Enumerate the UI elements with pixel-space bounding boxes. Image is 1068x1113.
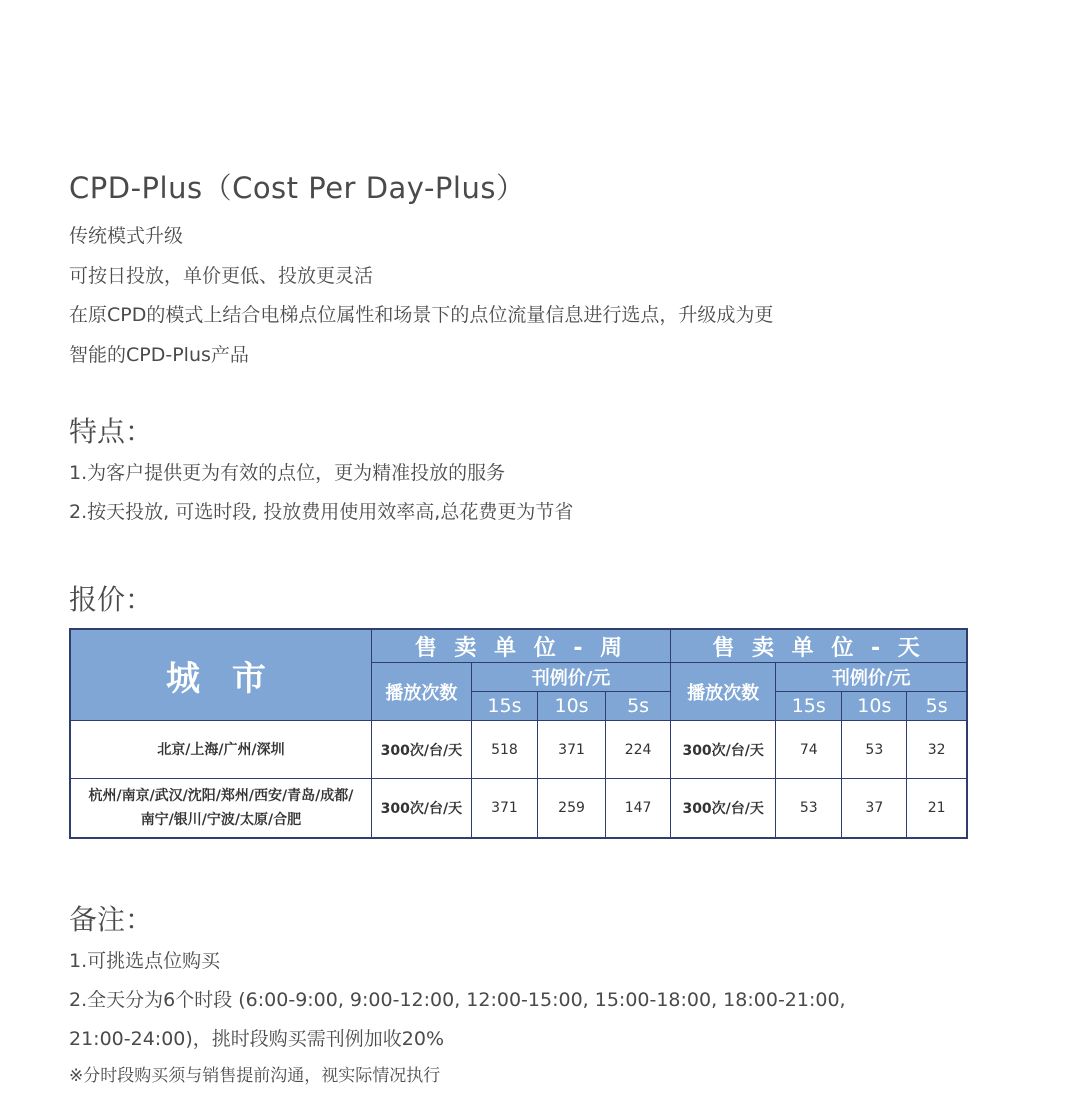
day-duration-5s: 5s <box>907 692 967 721</box>
day-duration-10s: 10s <box>842 692 907 721</box>
city-cell <box>70 779 371 839</box>
week-price-10s: 371 <box>538 721 606 779</box>
week-price-15s: 371 <box>471 779 537 839</box>
day-unit-header: 售 卖 单 位 - 天 <box>671 629 967 663</box>
feature-item-1: 1.为客户提供更为有效的点位，更为精准投放的服务 <box>69 462 506 484</box>
day-price-5s: 32 <box>907 721 967 779</box>
remark-item-1: 1.可挑选点位购买 <box>69 950 221 972</box>
week-price-5s: 147 <box>606 779 671 839</box>
week-plays-header: 播放次数 <box>371 663 471 721</box>
day-duration-15s: 15s <box>776 692 842 721</box>
city-cell-line-1: 杭州/南京/武汉/沈阳/郑州/西安/青岛/成都/ <box>88 788 354 804</box>
day-price-10s: 53 <box>842 721 907 779</box>
pricing-table <box>69 628 968 839</box>
week-price-15s: 518 <box>471 721 537 779</box>
intro-line-3: 在原CPD的模式上结合电梯点位属性和场景下的点位流量信息进行选点，升级成为更 <box>69 304 774 326</box>
week-price-5s: 224 <box>606 721 671 779</box>
table-row <box>70 779 967 839</box>
remarks-heading: 备注： <box>69 903 154 936</box>
week-price-header: 刊例价/元 <box>471 663 670 692</box>
day-plays-cell: 300次/台/天 <box>671 779 776 839</box>
week-duration-10s: 10s <box>538 692 606 721</box>
city-cell: 北京/上海/广州/深圳 <box>70 721 371 779</box>
remark-item-2: 2.全天分为6个时段 (6:00-9:00, 9:00-12:00, 12:00-15:00, 15:00-18:00, 18:00-21:00, <box>69 989 846 1011</box>
week-duration-5s: 5s <box>606 692 671 721</box>
day-price-5s: 21 <box>907 779 967 839</box>
remark-footnote: ※分时段购买须与销售提前沟通，视实际情况执行 <box>69 1066 441 1086</box>
intro-line-2: 可按日投放，单价更低、投放更灵活 <box>69 265 374 287</box>
intro-line-1: 传统模式升级 <box>69 225 184 247</box>
week-plays-cell: 300次/台/天 <box>371 721 471 779</box>
features-heading: 特点： <box>69 415 154 448</box>
day-price-15s: 53 <box>776 779 842 839</box>
day-price-10s: 37 <box>842 779 907 839</box>
intro-line-4: 智能的CPD-Plus产品 <box>69 344 249 366</box>
remark-item-3: 21:00-24:00)，挑时段购买需刊例加收20% <box>69 1028 445 1050</box>
city-header: 城 市 <box>70 629 371 721</box>
day-price-15s: 74 <box>776 721 842 779</box>
week-unit-header: 售 卖 单 位 - 周 <box>371 629 670 663</box>
day-plays-header: 播放次数 <box>671 663 776 721</box>
week-price-10s: 259 <box>538 779 606 839</box>
day-price-header: 刊例价/元 <box>776 663 967 692</box>
page-title: CPD-Plus（Cost Per Day-Plus） <box>69 171 526 205</box>
day-plays-cell: 300次/台/天 <box>671 721 776 779</box>
pricing-heading: 报价： <box>69 583 154 616</box>
feature-item-2: 2.按天投放, 可选时段, 投放费用使用效率高,总花费更为节省 <box>69 501 574 523</box>
week-duration-15s: 15s <box>471 692 537 721</box>
table-row <box>70 721 967 779</box>
week-plays-cell: 300次/台/天 <box>371 779 471 839</box>
city-cell-line-2: 南宁/银川/宁波/太原/合肥 <box>140 812 302 828</box>
